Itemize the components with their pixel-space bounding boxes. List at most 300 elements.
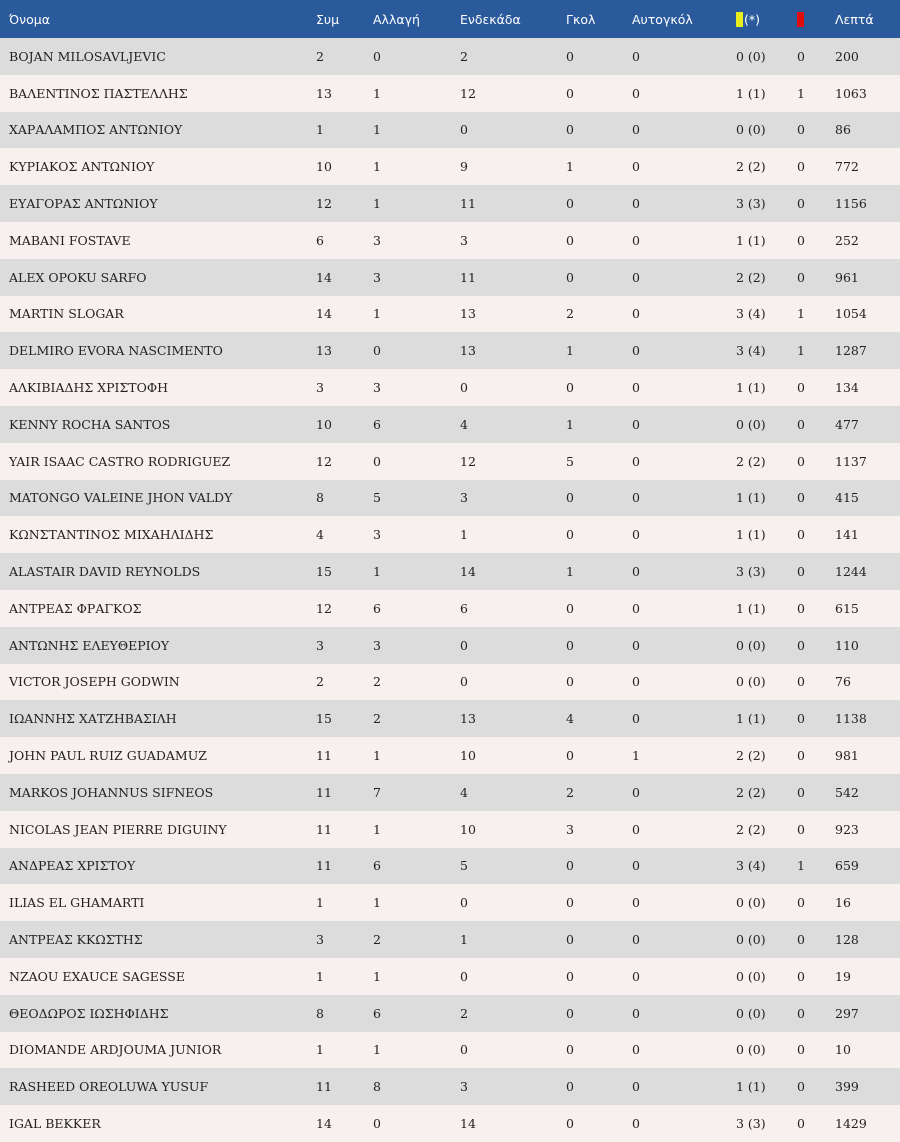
cell-own-goals: 0 [632, 711, 640, 727]
cell-red-cards: 1 [797, 85, 805, 101]
cell-red-cards: 0 [797, 490, 805, 506]
cell-starts: 0 [460, 122, 468, 138]
cell-yellow-cards: 2 (2) [736, 748, 766, 764]
cell-own-goals: 0 [632, 1079, 640, 1095]
cell-red-cards: 0 [797, 453, 805, 469]
cell-own-goals: 0 [632, 159, 640, 175]
cell-own-goals: 0 [632, 343, 640, 359]
table-row [0, 921, 900, 958]
cell-yellow-cards: 2 (2) [736, 159, 766, 175]
cell-minutes: 297 [835, 1005, 859, 1021]
table-header [0, 0, 900, 38]
cell-minutes: 1429 [835, 1116, 867, 1131]
cell-minutes: 1063 [835, 85, 867, 101]
cell-red-cards: 0 [797, 600, 805, 616]
cell-apps: 13 [316, 85, 332, 101]
cell-minutes: 615 [835, 600, 859, 616]
table-row [0, 148, 900, 185]
header-row [0, 0, 900, 38]
cell-yellow-cards: 1 (1) [736, 380, 766, 396]
cell-starts: 0 [460, 380, 468, 396]
cell-own-goals: 0 [632, 858, 640, 874]
cell-starts: 14 [460, 564, 476, 580]
cell-red-cards: 1 [797, 343, 805, 359]
cell-starts: 0 [460, 968, 468, 984]
table-row [0, 259, 900, 296]
cell-starts: 13 [460, 343, 476, 359]
cell-minutes: 659 [835, 858, 859, 874]
cell-subs: 5 [373, 490, 381, 506]
cell-own-goals: 0 [632, 564, 640, 580]
cell-apps: 4 [316, 527, 324, 543]
cell-goals: 5 [566, 453, 574, 469]
cell-red-cards: 0 [797, 1042, 805, 1058]
player-name: MARTIN SLOGAR [9, 306, 124, 322]
cell-apps: 12 [316, 453, 332, 469]
cell-subs: 2 [373, 674, 381, 690]
cell-own-goals: 0 [632, 196, 640, 212]
cell-own-goals: 1 [632, 748, 640, 764]
cell-yellow-cards: 0 (0) [736, 48, 766, 64]
cell-red-cards: 0 [797, 416, 805, 432]
cell-apps: 6 [316, 232, 324, 248]
table-row [0, 958, 900, 995]
cell-minutes: 1054 [835, 306, 867, 322]
cell-starts: 1 [460, 932, 468, 948]
table-row [0, 369, 900, 406]
player-name: VICTOR JOSEPH GODWIN [9, 674, 180, 690]
player-name: MARKOS JOHANNUS SIFNEOS [9, 784, 214, 800]
cell-goals: 0 [566, 196, 574, 212]
cell-apps: 11 [316, 784, 332, 800]
cell-apps: 15 [316, 711, 332, 727]
cell-yellow-cards: 0 (0) [736, 895, 766, 911]
cell-goals: 0 [566, 122, 574, 138]
cell-subs: 1 [373, 748, 381, 764]
cell-starts: 6 [460, 600, 468, 616]
cell-starts: 12 [460, 453, 476, 469]
cell-subs: 2 [373, 711, 381, 727]
cell-starts: 2 [460, 48, 468, 64]
cell-own-goals: 0 [632, 1042, 640, 1058]
cell-yellow-cards: 3 (3) [736, 196, 766, 212]
cell-own-goals: 0 [632, 490, 640, 506]
cell-starts: 2 [460, 1005, 468, 1021]
header-own-goals[interactable]: Αυτογκόλ [632, 11, 693, 27]
cell-minutes: 1138 [835, 711, 867, 727]
cell-subs: 3 [373, 527, 381, 543]
table-row [0, 406, 900, 443]
header-name[interactable]: Όνομα [9, 11, 50, 27]
cell-yellow-cards: 1 (1) [736, 232, 766, 248]
cell-goals: 0 [566, 1079, 574, 1095]
table-row [0, 480, 900, 517]
cell-apps: 14 [316, 306, 332, 322]
cell-subs: 3 [373, 269, 381, 285]
cell-apps: 12 [316, 196, 332, 212]
cell-own-goals: 0 [632, 637, 640, 653]
player-name: RASHEED OREOLUWA YUSUF [9, 1079, 209, 1095]
cell-minutes: 477 [835, 416, 859, 432]
cell-red-cards: 0 [797, 784, 805, 800]
red-card-icon [797, 12, 804, 27]
cell-goals: 1 [566, 564, 574, 580]
cell-own-goals: 0 [632, 306, 640, 322]
cell-red-cards: 0 [797, 232, 805, 248]
cell-goals: 0 [566, 748, 574, 764]
cell-apps: 14 [316, 269, 332, 285]
cell-apps: 8 [316, 490, 324, 506]
cell-starts: 10 [460, 748, 476, 764]
player-name: ΧΑΡΑΛΑΜΠΟΣ ΑΝΤΩΝΙΟΥ [9, 122, 183, 138]
cell-yellow-cards: 3 (3) [736, 564, 766, 580]
cell-red-cards: 0 [797, 674, 805, 690]
cell-starts: 12 [460, 85, 476, 101]
cell-starts: 0 [460, 674, 468, 690]
header-red-cards[interactable] [797, 0, 835, 38]
cell-starts: 0 [460, 895, 468, 911]
player-name: ALEX OPOKU SARFO [9, 269, 147, 285]
cell-goals: 0 [566, 932, 574, 948]
cell-yellow-cards: 0 (0) [736, 416, 766, 432]
cell-yellow-cards: 1 (1) [736, 1079, 766, 1095]
cell-minutes: 19 [835, 968, 851, 984]
cell-apps: 11 [316, 858, 332, 874]
cell-goals: 0 [566, 269, 574, 285]
cell-own-goals: 0 [632, 784, 640, 800]
cell-subs: 6 [373, 858, 381, 874]
cell-yellow-cards: 0 (0) [736, 637, 766, 653]
cell-yellow-cards: 1 (1) [736, 527, 766, 543]
table-row [0, 1068, 900, 1105]
cell-red-cards: 0 [797, 1079, 805, 1095]
cell-starts: 0 [460, 637, 468, 653]
cell-yellow-cards: 0 (0) [736, 968, 766, 984]
player-name: ΑΝΤΡΕΑΣ ΚΚΩΣΤΗΣ [9, 932, 143, 948]
cell-minutes: 76 [835, 674, 851, 690]
cell-subs: 0 [373, 453, 381, 469]
cell-red-cards: 0 [797, 932, 805, 948]
cell-apps: 1 [316, 122, 324, 138]
cell-yellow-cards: 0 (0) [736, 932, 766, 948]
table-row [0, 1032, 900, 1069]
cell-minutes: 141 [835, 527, 859, 543]
cell-starts: 13 [460, 711, 476, 727]
cell-goals: 0 [566, 380, 574, 396]
cell-goals: 1 [566, 416, 574, 432]
cell-yellow-cards: 2 (2) [736, 784, 766, 800]
cell-starts: 9 [460, 159, 468, 175]
table-row [0, 884, 900, 921]
cell-yellow-cards: 1 (1) [736, 711, 766, 727]
cell-minutes: 981 [835, 748, 859, 764]
player-name: NZAOU EXAUCE SAGESSE [9, 968, 185, 984]
cell-minutes: 110 [835, 637, 859, 653]
player-name: BOJAN MILOSAVLJEVIC [9, 48, 166, 64]
table-row [0, 590, 900, 627]
cell-minutes: 16 [835, 895, 851, 911]
cell-red-cards: 0 [797, 1005, 805, 1021]
cell-starts: 11 [460, 196, 476, 212]
table-row [0, 75, 900, 112]
player-name: ΚΩΝΣΤΑΝΤΙΝΟΣ ΜΙΧΑΗΛΙΔΗΣ [9, 527, 214, 543]
player-name: ΑΛΚΙΒΙΑΔΗΣ ΧΡΙΣΤΟΦΗ [9, 380, 169, 396]
cell-starts: 4 [460, 416, 468, 432]
cell-minutes: 415 [835, 490, 859, 506]
cell-starts: 13 [460, 306, 476, 322]
table-row [0, 995, 900, 1032]
player-name: NICOLAS JEAN PIERRE DIGUINY [9, 821, 227, 837]
cell-own-goals: 0 [632, 821, 640, 837]
table-row [0, 222, 900, 259]
table-row [0, 516, 900, 553]
cell-own-goals: 0 [632, 232, 640, 248]
table-row [0, 737, 900, 774]
cell-apps: 14 [316, 1116, 332, 1131]
table-row [0, 38, 900, 75]
header-goals[interactable]: Γκολ [566, 11, 596, 27]
cell-own-goals: 0 [632, 895, 640, 911]
cell-goals: 2 [566, 784, 574, 800]
cell-minutes: 961 [835, 269, 859, 285]
cell-yellow-cards: 3 (4) [736, 858, 766, 874]
cell-subs: 6 [373, 1005, 381, 1021]
player-name: ΘΕΟΔΩΡΟΣ ΙΩΣΗΦΙΔΗΣ [9, 1005, 169, 1021]
player-name: JOHN PAUL RUIZ GUADAMUZ [9, 748, 207, 764]
cell-red-cards: 0 [797, 968, 805, 984]
table-row [0, 185, 900, 222]
cell-yellow-cards: 0 (0) [736, 674, 766, 690]
player-name: ΑΝΤΡΕΑΣ ΦΡΑΓΚΟΣ [9, 600, 142, 616]
cell-yellow-cards: 2 (2) [736, 821, 766, 837]
cell-own-goals: 0 [632, 453, 640, 469]
player-name: ΑΝΔΡΕΑΣ ΧΡΙΣΤΟΥ [9, 858, 136, 874]
cell-yellow-cards: 2 (2) [736, 453, 766, 469]
cell-own-goals: 0 [632, 674, 640, 690]
cell-starts: 3 [460, 232, 468, 248]
cell-goals: 0 [566, 674, 574, 690]
cell-subs: 1 [373, 306, 381, 322]
cell-goals: 1 [566, 159, 574, 175]
cell-goals: 0 [566, 895, 574, 911]
cell-red-cards: 0 [797, 269, 805, 285]
cell-minutes: 1244 [835, 564, 867, 580]
cell-own-goals: 0 [632, 1116, 640, 1131]
cell-subs: 0 [373, 1116, 381, 1131]
cell-starts: 0 [460, 1042, 468, 1058]
cell-own-goals: 0 [632, 968, 640, 984]
cell-goals: 0 [566, 1005, 574, 1021]
player-name: MATONGO VALEINE JHON VALDY [9, 490, 233, 506]
table-row [0, 664, 900, 701]
cell-subs: 1 [373, 821, 381, 837]
cell-own-goals: 0 [632, 48, 640, 64]
cell-subs: 1 [373, 196, 381, 212]
cell-red-cards: 0 [797, 748, 805, 764]
cell-yellow-cards: 0 (0) [736, 1005, 766, 1021]
cell-apps: 3 [316, 637, 324, 653]
cell-yellow-cards: 3 (4) [736, 306, 766, 322]
cell-minutes: 772 [835, 159, 859, 175]
table-row [0, 112, 900, 149]
cell-red-cards: 0 [797, 122, 805, 138]
cell-minutes: 399 [835, 1079, 859, 1095]
cell-red-cards: 0 [797, 196, 805, 212]
cell-red-cards: 0 [797, 711, 805, 727]
cell-apps: 1 [316, 968, 324, 984]
cell-yellow-cards: 2 (2) [736, 269, 766, 285]
yellow-header-suffix: (*) [744, 12, 761, 27]
cell-red-cards: 1 [797, 306, 805, 322]
cell-subs: 1 [373, 159, 381, 175]
cell-subs: 1 [373, 895, 381, 911]
header-apps[interactable]: Συμ [316, 11, 340, 27]
cell-own-goals: 0 [632, 1005, 640, 1021]
cell-goals: 4 [566, 711, 574, 727]
cell-goals: 0 [566, 85, 574, 101]
cell-yellow-cards: 1 (1) [736, 490, 766, 506]
player-name: ILIAS EL GHAMARTI [9, 895, 145, 911]
table-row [0, 443, 900, 480]
yellow-card-icon [736, 12, 743, 27]
cell-subs: 6 [373, 416, 381, 432]
table-row [0, 553, 900, 590]
cell-starts: 4 [460, 784, 468, 800]
cell-minutes: 1156 [835, 196, 867, 212]
player-name: ΑΝΤΩΝΗΣ ΕΛΕΥΘΕΡΙΟΥ [9, 637, 170, 653]
header-yellow-cards[interactable] [736, 0, 797, 38]
cell-apps: 11 [316, 1079, 332, 1095]
cell-own-goals: 0 [632, 932, 640, 948]
cell-own-goals: 0 [632, 269, 640, 285]
cell-red-cards: 0 [797, 564, 805, 580]
player-name: ΙΩΑΝΝΗΣ ΧΑΤΖΗΒΑΣΙΛΗ [9, 711, 177, 727]
cell-red-cards: 0 [797, 821, 805, 837]
cell-starts: 10 [460, 821, 476, 837]
cell-red-cards: 0 [797, 48, 805, 64]
cell-subs: 6 [373, 600, 381, 616]
cell-yellow-cards: 3 (3) [736, 1116, 766, 1131]
player-name: IGAL BEKKER [9, 1116, 101, 1131]
table-row [0, 1105, 900, 1142]
cell-subs: 1 [373, 85, 381, 101]
cell-subs: 1 [373, 968, 381, 984]
cell-subs: 8 [373, 1079, 381, 1095]
player-name: KENNY ROCHA SANTOS [9, 416, 171, 432]
header-subs[interactable]: Αλλαγή [373, 11, 420, 27]
player-name: DIOMANDE ARDJOUMA JUNIOR [9, 1042, 222, 1058]
cell-apps: 2 [316, 48, 324, 64]
header-starts[interactable]: Ενδεκάδα [460, 11, 521, 27]
cell-apps: 11 [316, 821, 332, 837]
cell-goals: 3 [566, 821, 574, 837]
cell-own-goals: 0 [632, 416, 640, 432]
cell-goals: 0 [566, 637, 574, 653]
cell-red-cards: 0 [797, 637, 805, 653]
cell-red-cards: 0 [797, 380, 805, 396]
cell-apps: 3 [316, 380, 324, 396]
cell-yellow-cards: 1 (1) [736, 85, 766, 101]
cell-subs: 7 [373, 784, 381, 800]
cell-minutes: 10 [835, 1042, 851, 1058]
cell-apps: 15 [316, 564, 332, 580]
table-row [0, 700, 900, 737]
cell-subs: 3 [373, 232, 381, 248]
cell-goals: 0 [566, 1116, 574, 1131]
cell-apps: 12 [316, 600, 332, 616]
cell-minutes: 86 [835, 122, 851, 138]
table-row [0, 774, 900, 811]
cell-apps: 1 [316, 1042, 324, 1058]
cell-starts: 3 [460, 1079, 468, 1095]
cell-goals: 0 [566, 232, 574, 248]
table-row [0, 848, 900, 885]
cell-minutes: 128 [835, 932, 859, 948]
table-row [0, 811, 900, 848]
cell-subs: 3 [373, 637, 381, 653]
header-minutes[interactable]: Λεπτά [835, 11, 874, 27]
cell-yellow-cards: 3 (4) [736, 343, 766, 359]
cell-minutes: 252 [835, 232, 859, 248]
cell-goals: 2 [566, 306, 574, 322]
cell-yellow-cards: 0 (0) [736, 1042, 766, 1058]
cell-red-cards: 0 [797, 1116, 805, 1131]
table-body [0, 38, 900, 1142]
cell-own-goals: 0 [632, 122, 640, 138]
cell-starts: 11 [460, 269, 476, 285]
cell-subs: 2 [373, 932, 381, 948]
table-row [0, 296, 900, 333]
cell-goals: 0 [566, 858, 574, 874]
cell-red-cards: 1 [797, 858, 805, 874]
cell-goals: 0 [566, 48, 574, 64]
cell-apps: 1 [316, 895, 324, 911]
cell-subs: 0 [373, 48, 381, 64]
cell-own-goals: 0 [632, 85, 640, 101]
cell-subs: 1 [373, 122, 381, 138]
table-row [0, 332, 900, 369]
cell-starts: 5 [460, 858, 468, 874]
cell-minutes: 1137 [835, 453, 867, 469]
cell-apps: 3 [316, 932, 324, 948]
cell-starts: 14 [460, 1116, 476, 1131]
cell-minutes: 134 [835, 380, 859, 396]
player-name: YAIR ISAAC CASTRO RODRIGUEZ [9, 453, 231, 469]
player-name: ΕΥΑΓΟΡΑΣ ΑΝΤΩΝΙΟΥ [9, 196, 158, 212]
cell-own-goals: 0 [632, 527, 640, 543]
player-name: DELMIRO EVORA NASCIMENTO [9, 343, 223, 359]
cell-minutes: 923 [835, 821, 859, 837]
cell-apps: 10 [316, 159, 332, 175]
table-row [0, 627, 900, 664]
player-name: ΚΥΡΙΑΚΟΣ ΑΝΤΩΝΙΟΥ [9, 159, 155, 175]
cell-red-cards: 0 [797, 527, 805, 543]
player-name: ALASTAIR DAVID REYNOLDS [9, 564, 201, 580]
cell-subs: 1 [373, 1042, 381, 1058]
cell-apps: 10 [316, 416, 332, 432]
cell-minutes: 200 [835, 48, 859, 64]
player-name: MABANI FOSTAVE [9, 232, 131, 248]
cell-apps: 11 [316, 748, 332, 764]
cell-yellow-cards: 0 (0) [736, 122, 766, 138]
cell-goals: 1 [566, 343, 574, 359]
cell-minutes: 1287 [835, 343, 867, 359]
cell-goals: 0 [566, 600, 574, 616]
cell-subs: 3 [373, 380, 381, 396]
cell-apps: 2 [316, 674, 324, 690]
cell-own-goals: 0 [632, 600, 640, 616]
cell-goals: 0 [566, 968, 574, 984]
